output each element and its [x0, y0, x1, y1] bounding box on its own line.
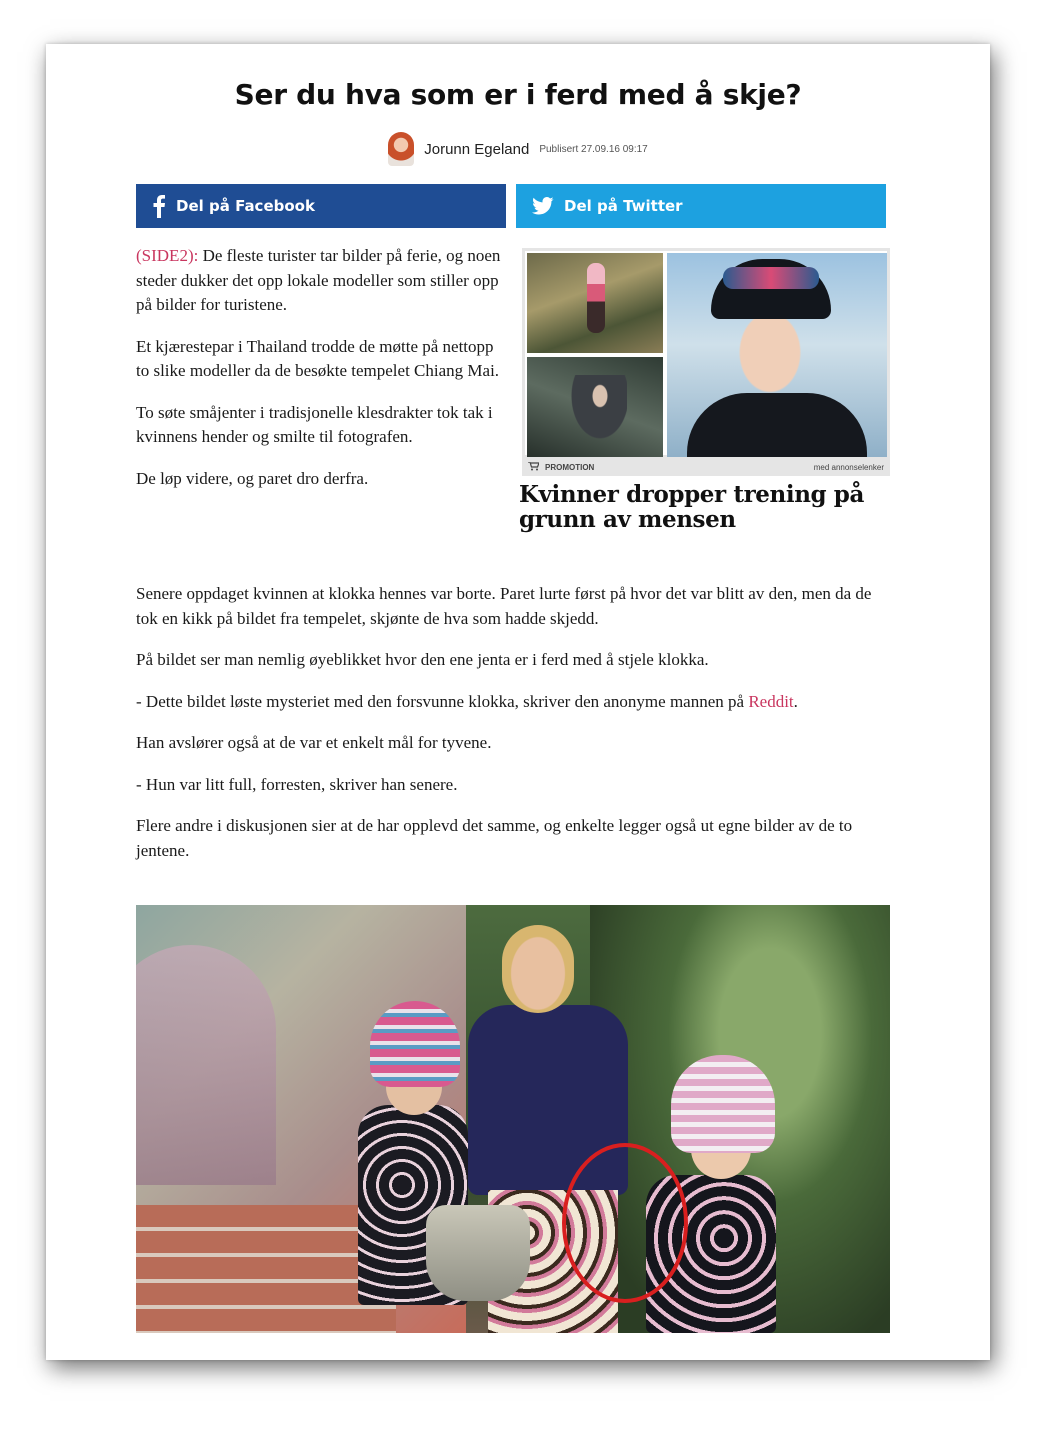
cart-icon [528, 462, 539, 473]
article-photo [136, 905, 890, 1333]
promo-tile-skier [667, 253, 887, 457]
paragraph-text: De fleste turister tar bilder på ferie, og noen steder dukker det opp lokale modeller som stiller opp på bilder for turistene. [136, 246, 501, 314]
paragraph: På bildet ser man nemlig øyeblikket hvor den ene jenta er i ferd med å stjele klokka. [136, 650, 709, 669]
paragraph: Han avslører også at de var et enkelt mål for tyvene. [136, 733, 492, 752]
paragraph [136, 690, 896, 715]
author-name[interactable]: Jorunn Egeland [424, 140, 530, 158]
paragraph: Et kjærestepar i Thailand trodde de møtte på nettopp to slike modeller da de besøkte tempelet Chiang Mai. [136, 336, 500, 380]
highlight-circle [562, 1143, 688, 1303]
published-date: Publisert 27.09.16 09:17 [539, 143, 648, 155]
paragraph-text: . [793, 691, 798, 711]
promotion-image[interactable] [522, 248, 890, 458]
paragraph: De løp videre, og paret dro derfra. [136, 468, 369, 488]
article-body [136, 582, 896, 880]
article-page [46, 44, 990, 1360]
paragraph-text: - Dette bildet løste mysteriet med den forsvunne klokka, skriver den anonyme mannen på [136, 691, 749, 711]
source-tag: (SIDE2): [136, 246, 199, 265]
promo-tile-football [527, 357, 663, 457]
paragraph: - Hun var litt full, forresten, skriver han senere. [136, 774, 458, 794]
handbag [426, 1205, 530, 1301]
share-twitter-button[interactable] [516, 184, 886, 228]
share-facebook-label: Del på Facebook [176, 197, 315, 215]
promotion-note: med annonselenker [813, 462, 884, 472]
article-intro [136, 244, 506, 508]
reddit-link[interactable]: Reddit [748, 691, 794, 711]
article-headline: Ser du hva som er i ferd med å skje? [234, 78, 802, 111]
paragraph: Senere oppdaget kvinnen at klokka hennes var borte. Paret lurte først på hvor det var blitt av den, men da de tok en kikk på bildet fra tempelet, skjønte de hva som hadde skjedd. [136, 584, 872, 628]
promotion-bar [522, 458, 890, 476]
girl-right-hat [671, 1055, 775, 1153]
woman-head [502, 925, 574, 1013]
share-facebook-button[interactable] [136, 184, 506, 228]
promotion-title[interactable]: Kvinner dropper trening på grunn av mensen [519, 481, 864, 533]
promotion-label-text: PROMOTION [545, 462, 595, 472]
promo-tile-runner [527, 253, 663, 353]
promotion-card[interactable] [519, 248, 890, 533]
byline [46, 132, 990, 166]
girl-left-hat [370, 1001, 460, 1087]
paragraph: Flere andre i diskusjonen sier at de har opplevd det samme, og enkelte legger også ut egne bilder av de to jentene. [136, 816, 853, 860]
share-twitter-label: Del på Twitter [564, 197, 683, 215]
author-avatar [388, 132, 414, 166]
twitter-icon [532, 197, 554, 215]
facebook-icon [152, 194, 166, 218]
promotion-label [528, 462, 594, 473]
paragraph [136, 244, 506, 318]
paragraph: To søte småjenter i tradisjonelle klesdrakter tok tak i kvinnens hender og smilte til fotografen. [136, 402, 493, 446]
